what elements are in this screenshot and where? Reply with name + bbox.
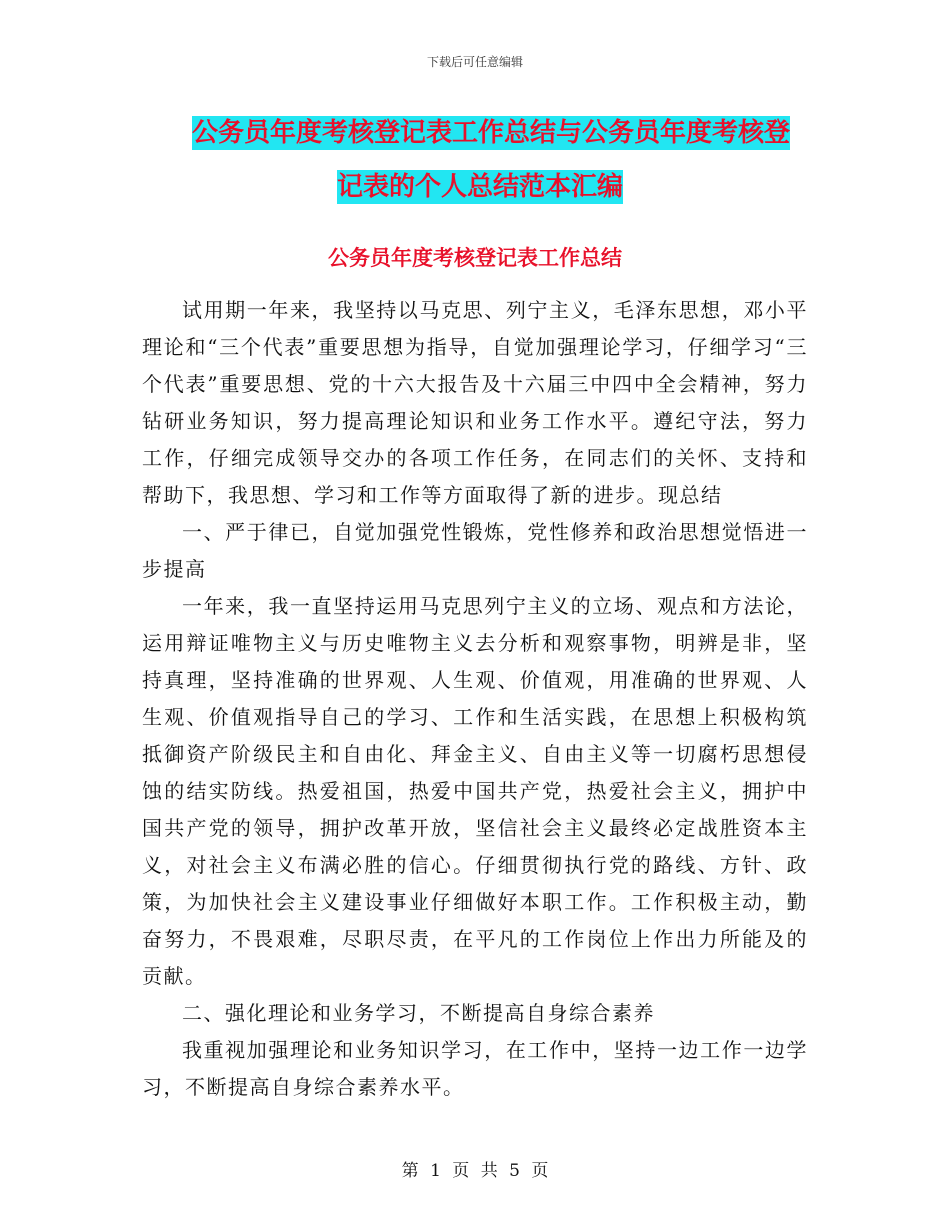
paragraph: 一年来，我一直坚持运用马克思列宁主义的立场、观点和方法论，运用辩证唯物主义与历史唯物主义去分析和观察事物，明辨是非，坚持真理，坚持准确的世界观、人生观、价值观，用准确的世界观、人生观、价值观指导自己的学习、工作和生活实践，在思想上积极构筑抵御资产阶级民主和自由化、拜金主义、自由主义等一切腐朽思想侵蚀的结实防线。热爱祖国，热爱中国共产党，热爱社会主义，拥护中国共产党的领导，拥护改革开放，坚信社会主义最终必定战胜资本主义，对社会主义布满必胜的信心。仔细贯彻执行党的路线、方针、政策，为加快社会主义建设事业仔细做好本职工作。工作积极主动，勤奋努力，不畏艰难，尽职尽责，在平凡的工作岗位上作出力所能及的贡献。: [142, 594, 808, 988]
paragraph-heading: 一、严于律已，自觉加强党性锻炼，党性修养和政治思想觉悟进一步提高: [142, 520, 808, 581]
paragraph: 我重视加强理论和业务知识学习，在工作中，坚持一边工作一边学习，不断提高自身综合素养水平。: [142, 1038, 808, 1099]
page-footer: 第 1 页 共 5 页: [401, 1161, 549, 1181]
title-line-2-text: 记表的个人总结范本汇编: [337, 172, 624, 202]
paragraph: 试用期一年来，我坚持以马克思、列宁主义，毛泽东思想，邓小平理论和“三个代表”重要思想为指导，自觉加强理论学习，仔细学习“三个代表”重要思想、党的十六大报告及十六届三中四中全会精神，努力钻研业务知识，努力提高理论知识和业务工作水平。遵纪守法，努力工作，仔细完成领导交办的各项工作任务，在同志们的关怀、支持和帮助下，我思想、学习和工作等方面取得了新的进步。现总结: [142, 298, 808, 507]
header-note: 下载后可任意编辑: [426, 55, 523, 69]
title-line-1-text: 公务员年度考核登记表工作总结与公务员年度考核登: [192, 118, 791, 148]
title-line-2: [140, 160, 820, 214]
document-title: [140, 106, 820, 214]
paragraph-heading: 二、强化理论和业务学习，不断提高自身综合素养: [182, 1001, 655, 1025]
title-line-1: [140, 106, 820, 160]
document-body: [142, 292, 808, 1106]
section-title: 公务员年度考核登记表工作总结: [328, 246, 622, 270]
